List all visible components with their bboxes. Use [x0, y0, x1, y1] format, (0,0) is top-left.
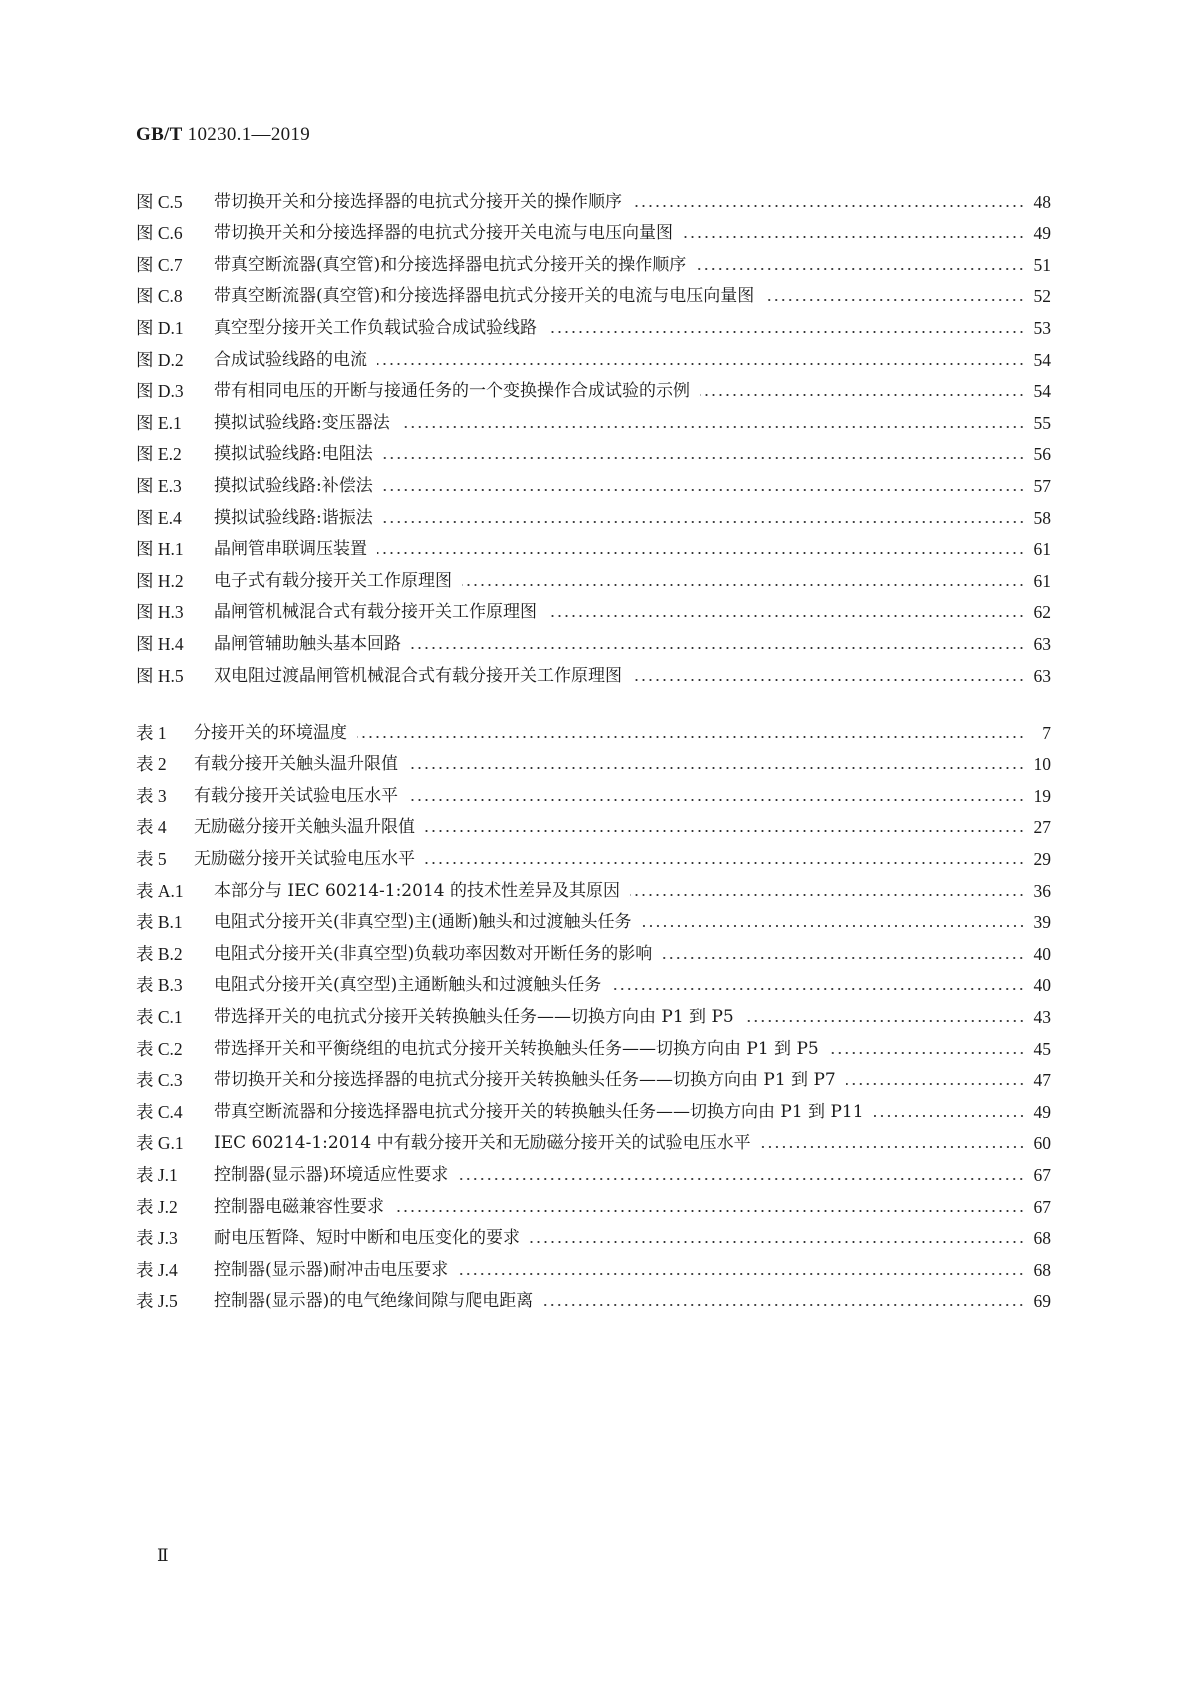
- entry-label: 图 C.7: [136, 254, 183, 275]
- entry-label: 图 H.2: [136, 570, 184, 591]
- dot-leader: [846, 1082, 1025, 1086]
- table-entry[interactable]: [136, 1027, 1051, 1059]
- entry-page-number: 47: [1033, 1070, 1051, 1091]
- entry-label: 图 E.1: [136, 412, 182, 433]
- figure-entry[interactable]: [136, 622, 1051, 654]
- table-entry[interactable]: [136, 901, 1051, 933]
- entry-label: 表 J.2: [136, 1196, 178, 1217]
- dot-leader: [383, 520, 1025, 524]
- dot-leader: [425, 829, 1025, 833]
- entry-title: 控制器(显示器)的电气绝缘间隙与爬电距离: [214, 1291, 534, 1312]
- entry-title: 无励磁分接开关试验电压水平: [194, 848, 415, 869]
- figure-entry[interactable]: [136, 654, 1051, 686]
- dot-leader: [377, 362, 1025, 366]
- entry-label: 表 B.3: [136, 975, 183, 996]
- entry-page-number: 49: [1033, 223, 1051, 244]
- table-entry[interactable]: [136, 1090, 1051, 1122]
- dot-leader: [761, 1145, 1025, 1149]
- entry-page-number: 62: [1033, 602, 1051, 623]
- entry-page-number: 54: [1033, 349, 1051, 370]
- table-entry[interactable]: [136, 774, 1051, 806]
- figure-entry[interactable]: [136, 338, 1051, 370]
- entry-title: 合成试验线路的电流: [214, 349, 367, 370]
- entry-page-number: 40: [1033, 943, 1051, 964]
- dot-leader: [829, 1051, 1025, 1055]
- entry-label: 表 B.1: [136, 912, 183, 933]
- entry-page-number: 10: [1033, 754, 1051, 775]
- entry-label: 图 E.3: [136, 475, 182, 496]
- table-entry[interactable]: [136, 743, 1051, 775]
- figure-entry[interactable]: [136, 275, 1051, 307]
- entry-title: 带真空断流器(真空管)和分接选择器电抗式分接开关的电流与电压向量图: [214, 286, 755, 307]
- entry-page-number: 51: [1033, 254, 1051, 275]
- entry-page-number: 36: [1033, 880, 1051, 901]
- figure-entry[interactable]: [136, 306, 1051, 338]
- entry-page-number: 55: [1033, 412, 1051, 433]
- entry-label: 表 C.3: [136, 1070, 183, 1091]
- dot-leader: [425, 861, 1025, 865]
- dot-leader: [458, 1177, 1025, 1181]
- entry-page-number: 19: [1033, 785, 1051, 806]
- entry-label: 图 C.5: [136, 191, 183, 212]
- entry-title: 本部分与 IEC 60214-1:2014 的技术性差异及其原因: [214, 880, 620, 901]
- entry-title: 带切换开关和分接选择器的电抗式分接开关转换触头任务——切换方向由 P1 到 P7: [214, 1070, 836, 1091]
- entry-title: 摸拟试验线路:谐振法: [214, 507, 373, 528]
- entry-title: 分接开关的环境温度: [194, 722, 347, 743]
- dot-leader: [543, 1303, 1025, 1307]
- entry-label: 图 C.8: [136, 286, 183, 307]
- table-entry[interactable]: [136, 964, 1051, 996]
- entry-title: 晶闸管串联调压装置: [214, 539, 367, 560]
- entry-title: 带切换开关和分接选择器的电抗式分接开关的操作顺序: [214, 191, 622, 212]
- dot-leader: [874, 1114, 1025, 1118]
- entry-label: 图 H.1: [136, 539, 184, 560]
- entry-page-number: 49: [1033, 1101, 1051, 1122]
- entry-title: 摸拟试验线路:变压器法: [214, 412, 390, 433]
- dot-leader: [547, 614, 1025, 618]
- figure-entry[interactable]: [136, 212, 1051, 244]
- entry-page-number: 61: [1033, 570, 1051, 591]
- entry-label: 表 C.2: [136, 1038, 183, 1059]
- entry-label: 表 A.1: [136, 880, 184, 901]
- table-entry[interactable]: [136, 1059, 1051, 1091]
- entry-page-number: 29: [1033, 848, 1051, 869]
- entry-label: 表 J.3: [136, 1228, 178, 1249]
- entry-title: 带选择开关和平衡绕组的电抗式分接开关转换触头任务——切换方向由 P1 到 P5: [214, 1038, 819, 1059]
- entry-page-number: 61: [1033, 539, 1051, 560]
- entry-label: 表 C.4: [136, 1101, 183, 1122]
- figure-entry[interactable]: [136, 243, 1051, 275]
- dot-leader: [744, 1019, 1025, 1023]
- entry-label: 表 J.1: [136, 1164, 178, 1185]
- entry-label: 表 B.2: [136, 943, 183, 964]
- entry-page-number: 67: [1033, 1196, 1051, 1217]
- entry-label: 表 C.1: [136, 1006, 183, 1027]
- figure-entry[interactable]: [136, 401, 1051, 433]
- entry-page-number: 63: [1033, 633, 1051, 654]
- entry-page-number: 58: [1033, 507, 1051, 528]
- dot-leader: [408, 798, 1025, 802]
- entry-title: 双电阻过渡晶闸管机械混合式有载分接开关工作原理图: [214, 665, 622, 686]
- entry-page-number: 27: [1033, 817, 1051, 838]
- figure-entry[interactable]: [136, 370, 1051, 402]
- entry-title: 晶闸管机械混合式有载分接开关工作原理图: [214, 602, 537, 623]
- table-entry[interactable]: [136, 711, 1051, 743]
- entry-label: 表 2: [136, 754, 167, 775]
- entry-label: 表 1: [136, 722, 167, 743]
- figure-entry[interactable]: [136, 433, 1051, 465]
- entry-title: 电阻式分接开关(非真空型)主(通断)触头和过渡触头任务: [214, 912, 632, 933]
- entry-title: 带真空断流器和分接选择器电抗式分接开关的转换触头任务——切换方向由 P1 到 P11: [214, 1101, 864, 1122]
- entry-page-number: 68: [1033, 1228, 1051, 1249]
- entry-label: 图 E.2: [136, 444, 182, 465]
- entry-title: 无励磁分接开关触头温升限值: [194, 817, 415, 838]
- dot-leader: [530, 1240, 1025, 1244]
- dot-leader: [632, 204, 1025, 208]
- table-list: [136, 711, 1051, 1311]
- entry-label: 图 H.3: [136, 602, 184, 623]
- entry-page-number: 40: [1033, 975, 1051, 996]
- entry-label: 图 H.4: [136, 633, 184, 654]
- entry-label: 图 E.4: [136, 507, 182, 528]
- dot-leader: [377, 551, 1025, 555]
- entry-page-number: 48: [1033, 191, 1051, 212]
- entry-label: 图 D.2: [136, 349, 184, 370]
- table-entry[interactable]: [136, 806, 1051, 838]
- table-entry[interactable]: [136, 1280, 1051, 1312]
- entry-page-number: 54: [1033, 381, 1051, 402]
- entry-label: 表 G.1: [136, 1133, 184, 1154]
- dot-leader: [462, 583, 1025, 587]
- dot-leader: [547, 330, 1025, 334]
- entry-title: IEC 60214-1:2014 中有载分接开关和无励磁分接开关的试验电压水平: [214, 1133, 751, 1154]
- table-entry[interactable]: [136, 837, 1051, 869]
- figure-entry[interactable]: [136, 559, 1051, 591]
- figure-entry[interactable]: [136, 528, 1051, 560]
- entry-page-number: 67: [1033, 1164, 1051, 1185]
- entry-label: 图 D.1: [136, 317, 184, 338]
- entry-title: 摸拟试验线路:补偿法: [214, 475, 373, 496]
- entry-page-number: 57: [1033, 475, 1051, 496]
- document-header: [136, 124, 310, 146]
- standard-prefix: GB/T: [136, 124, 183, 145]
- entry-label: 表 J.5: [136, 1291, 178, 1312]
- table-entry[interactable]: [136, 1217, 1051, 1249]
- dot-leader: [383, 456, 1025, 460]
- entry-label: 表 4: [136, 817, 167, 838]
- table-entry[interactable]: [136, 932, 1051, 964]
- dot-leader: [400, 425, 1025, 429]
- entry-label: 表 5: [136, 848, 167, 869]
- standard-number: 10230.1—2019: [187, 124, 311, 145]
- figure-entry[interactable]: [136, 180, 1051, 212]
- entry-title: 控制器电磁兼容性要求: [214, 1196, 384, 1217]
- entry-label: 表 J.4: [136, 1259, 178, 1280]
- figure-list: [136, 180, 1051, 686]
- table-entry[interactable]: [136, 1153, 1051, 1185]
- entry-page-number: 68: [1033, 1259, 1051, 1280]
- entry-page-number: 45: [1033, 1038, 1051, 1059]
- entry-label: 图 D.3: [136, 381, 184, 402]
- entry-title: 带真空断流器(真空管)和分接选择器电抗式分接开关的操作顺序: [214, 254, 687, 275]
- dot-leader: [383, 488, 1025, 492]
- entry-title: 控制器(显示器)环境适应性要求: [214, 1164, 449, 1185]
- dot-leader: [394, 1209, 1025, 1213]
- entry-title: 摸拟试验线路:电阻法: [214, 444, 373, 465]
- table-entry[interactable]: [136, 1248, 1051, 1280]
- entry-title: 有载分接开关试验电压水平: [194, 785, 398, 806]
- entry-page-number: 60: [1033, 1133, 1051, 1154]
- dot-leader: [357, 735, 1025, 739]
- entry-title: 有载分接开关触头温升限值: [194, 754, 398, 775]
- entry-page-number: 69: [1033, 1291, 1051, 1312]
- table-entry[interactable]: [136, 1185, 1051, 1217]
- dot-leader: [764, 298, 1025, 302]
- page-number: Ⅱ: [157, 1546, 169, 1565]
- dot-leader: [683, 235, 1025, 239]
- entry-page-number: 39: [1033, 912, 1051, 933]
- table-entry[interactable]: [136, 995, 1051, 1027]
- entry-label: 表 3: [136, 785, 167, 806]
- dot-leader: [696, 267, 1025, 271]
- table-entry[interactable]: [136, 869, 1051, 901]
- entry-title: 电子式有载分接开关工作原理图: [214, 570, 452, 591]
- dot-leader: [700, 393, 1025, 397]
- entry-title: 带有相同电压的开断与接通任务的一个变换操作合成试验的示例: [214, 381, 690, 402]
- dot-leader: [642, 924, 1025, 928]
- figure-entry[interactable]: [136, 464, 1051, 496]
- dot-leader: [630, 893, 1025, 897]
- entry-page-number: 43: [1033, 1006, 1051, 1027]
- dot-leader: [632, 678, 1025, 682]
- dot-leader: [408, 766, 1025, 770]
- figure-entry[interactable]: [136, 496, 1051, 528]
- entry-title: 电阻式分接开关(非真空型)负载功率因数对开断任务的影响: [214, 943, 653, 964]
- entry-label: 图 C.6: [136, 223, 183, 244]
- entry-page-number: 7: [1042, 722, 1051, 743]
- entry-title: 真空型分接开关工作负载试验合成试验线路: [214, 317, 537, 338]
- entry-page-number: 53: [1033, 317, 1051, 338]
- entry-label: 图 H.5: [136, 665, 184, 686]
- entry-page-number: 56: [1033, 444, 1051, 465]
- entry-title: 电阻式分接开关(真空型)主通断触头和过渡触头任务: [214, 975, 602, 996]
- entry-page-number: 52: [1033, 286, 1051, 307]
- dot-leader: [458, 1272, 1025, 1276]
- entry-page-number: 63: [1033, 665, 1051, 686]
- table-entry[interactable]: [136, 1122, 1051, 1154]
- entry-title: 耐电压暂降、短时中断和电压变化的要求: [214, 1228, 520, 1249]
- figure-entry[interactable]: [136, 591, 1051, 623]
- dot-leader: [611, 987, 1025, 991]
- dot-leader: [411, 646, 1025, 650]
- entry-title: 带选择开关的电抗式分接开关转换触头任务——切换方向由 P1 到 P5: [214, 1006, 734, 1027]
- entry-title: 控制器(显示器)耐冲击电压要求: [214, 1259, 449, 1280]
- entry-title: 带切换开关和分接选择器的电抗式分接开关电流与电压向量图: [214, 223, 673, 244]
- entry-title: 晶闸管辅助触头基本回路: [214, 633, 401, 654]
- dot-leader: [662, 956, 1025, 960]
